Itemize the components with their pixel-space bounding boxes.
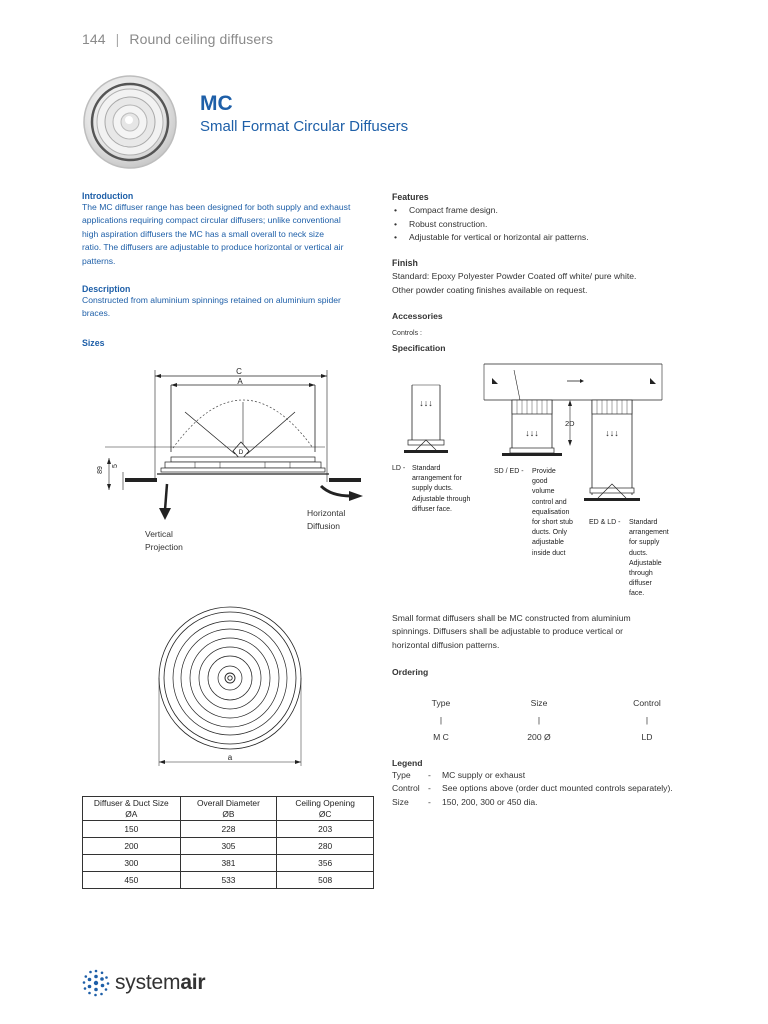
size-table-header xyxy=(83,797,374,821)
specification-heading: Specification xyxy=(392,343,446,353)
legend-heading: Legend xyxy=(392,758,423,768)
diffuser-plan-diagram xyxy=(150,602,310,772)
ordering-col-type: Type xyxy=(431,697,451,708)
ordering-control-value: LD xyxy=(641,731,653,742)
legend-row: Type - MC supply or exhaust xyxy=(392,770,526,780)
mc-diffuser-photo xyxy=(82,74,178,170)
col-ceiling-opening: Ceiling Opening ØC xyxy=(277,797,374,821)
list-item: • Compact frame design. xyxy=(392,204,692,217)
horizontal-diffusion-label-2: Diffusion xyxy=(307,521,340,531)
legend-row: Size - 150, 200, 300 or 450 dia. xyxy=(392,796,538,807)
ordering-col-size: Size xyxy=(530,697,548,708)
table-row: 200 305 280 xyxy=(83,838,374,855)
legend-row: Control - See options above (order duct mounted controls separately). xyxy=(392,783,673,794)
legend-table xyxy=(392,769,682,809)
vertical-projection-label-2: Projection xyxy=(145,542,183,552)
specification-text: Small format diffusers shall be MC constructed from aluminium spinnings. Diffusers shall be adjustable to produce vertical or horizontal diffusion patterns. xyxy=(392,613,631,650)
description-heading: Description xyxy=(82,284,131,294)
description-section xyxy=(82,284,382,321)
sizes-heading: Sizes xyxy=(82,338,105,348)
introduction-section xyxy=(82,191,382,268)
introduction-text: The MC diffuser range has been designed for both supply and exhaust applications requiring compact circular diffusers; unlike conventional high aspiration diffusers the MC has a small overall to neck size ratio. The diffusers are adjustable to produce horizontal or vertical air patterns. xyxy=(82,202,351,266)
accessories-heading: Accessories xyxy=(392,311,443,321)
introduction-heading: Introduction xyxy=(82,191,134,201)
dim-89-label: 89 xyxy=(97,466,104,474)
list-item: • Robust construction. xyxy=(392,218,692,231)
features-heading: Features xyxy=(392,192,429,202)
svg-text:↓↓↓: ↓↓↓ xyxy=(525,428,539,438)
features-section xyxy=(392,191,692,245)
description-text: Constructed from aluminium spinnings retained on aluminium spider braces. xyxy=(82,295,341,319)
table-row: 450 533 508 xyxy=(83,872,374,889)
ordering-col-control: Control xyxy=(633,697,661,708)
dim-c-label: C xyxy=(236,367,242,376)
col-diffuser-size: Diffuser & Duct Size ØA xyxy=(83,797,181,821)
two-d-label: 2D xyxy=(565,419,575,428)
page-number: 144 xyxy=(82,31,106,47)
table-row: 300 381 356 xyxy=(83,855,374,872)
ordering-size-value: 200 Ø xyxy=(527,731,551,742)
plan-dim-label: a xyxy=(227,753,233,762)
dim-d-label: D xyxy=(238,449,244,456)
features-list xyxy=(392,204,692,244)
product-title: MC xyxy=(200,92,233,115)
dim-5-label: 5 xyxy=(112,464,119,468)
svg-text:↓↓↓: ↓↓↓ xyxy=(605,428,619,438)
vertical-projection-label-1: Vertical xyxy=(145,529,173,539)
product-subtitle: Small Format Circular Diffusers xyxy=(200,118,409,135)
svg-text:↓↓↓: ↓↓↓ xyxy=(419,398,433,408)
ordering-heading: Ordering xyxy=(392,667,429,677)
col-overall-diameter: Overall Diameter ØB xyxy=(180,797,277,821)
systemair-logo xyxy=(82,966,205,1000)
ordering-table: Type Size Control | | | M C 200 Ø LD xyxy=(392,694,692,745)
diffuser-section-diagram xyxy=(95,362,375,562)
brand-name: systemair xyxy=(115,971,206,994)
horizontal-diffusion-label-1: Horizontal xyxy=(307,508,346,518)
finish-heading: Finish xyxy=(392,258,418,268)
controls-label: Controls : xyxy=(392,330,422,337)
dim-a-label: A xyxy=(237,377,243,386)
size-table xyxy=(82,796,374,889)
systemair-logo-icon xyxy=(82,969,110,997)
finish-section: Finish Standard: Epoxy Polyester Powder Coated off white/ pure white. Other powder coating finishes available on request. xyxy=(392,257,692,297)
table-row: 150 228 203 xyxy=(83,821,374,838)
section-title: Round ceiling diffusers xyxy=(129,31,274,47)
list-item: • Adjustable for vertical or horizontal air patterns. xyxy=(392,231,692,244)
page-header: 144 | Round ceiling diffusers xyxy=(82,31,274,47)
ordering-type-value: M C xyxy=(433,731,449,742)
